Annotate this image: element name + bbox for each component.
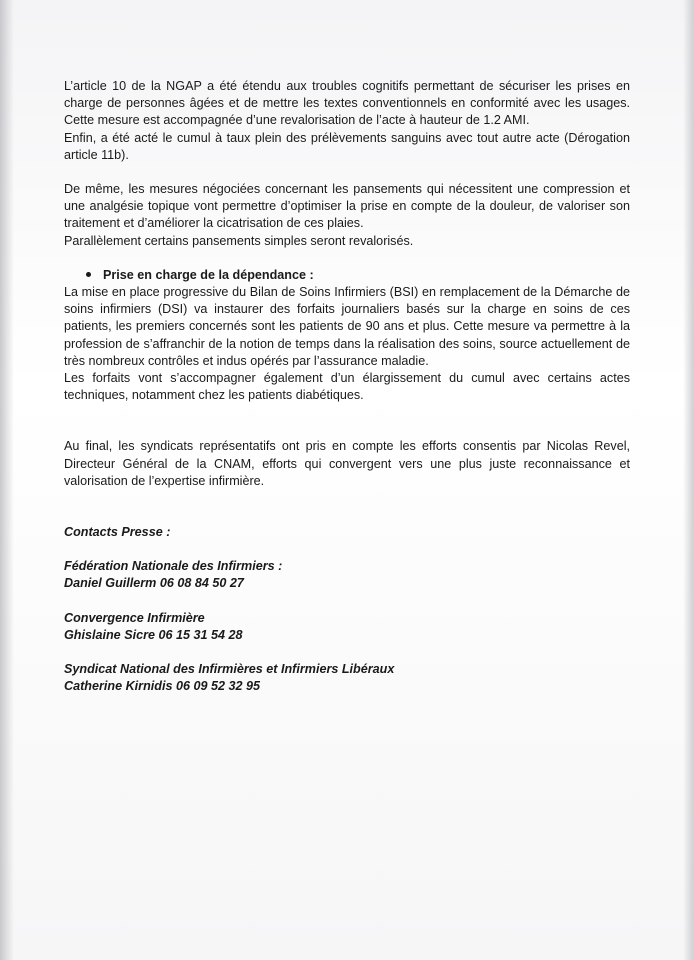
contacts-title: Contacts Presse : (64, 525, 171, 540)
contact-person: Ghislaine Sicre 06 15 31 54 28 (64, 627, 243, 642)
spacer (64, 593, 630, 610)
paragraph-forfaits: Les forfaits vont s’accompagner également d’un élargissement du cumul avec certains actes techniques, notamment chez les patients diabétiques. (64, 371, 630, 403)
contact-sniil (64, 661, 630, 695)
contact-fni (64, 558, 630, 592)
spacer (64, 541, 630, 558)
contact-convergence (64, 610, 630, 644)
spacer (64, 490, 630, 524)
spacer (64, 164, 630, 181)
bullet-heading-dependance (64, 267, 630, 284)
contact-person: Daniel Guillerm 06 08 84 50 27 (64, 576, 244, 591)
bullet-icon (86, 272, 91, 277)
spacer (64, 250, 630, 267)
contact-org: Syndicat National des Infirmières et Infirmiers Libéraux (64, 662, 395, 677)
contact-org: Convergence Infirmière (64, 610, 205, 625)
contact-person: Catherine Kirnidis 06 09 52 32 95 (64, 679, 261, 694)
paragraph-pansements-simples: Parallèlement certains pansements simples seront revalorisés. (64, 233, 414, 248)
paragraph-bsi: La mise en place progressive du Bilan de Soins Infirmiers (BSI) en remplacement de la Démarche de soins infirmiers (DSI) va instaurer des forfaits journaliers basés sur la charge en soins de ces patients, les premiers concernés sont les patients de 90 ans et plus. Cette mesure va permettre à la profession de s’affranchir de la notion de temps dans la réalisation des soins, source actuellement de très nombreux contrôles et indus opérés par l’assurance maladie. (64, 285, 630, 368)
paragraph-conclusion: Au final, les syndicats représentatifs ont pris en compte les efforts consentis par Nicolas Revel, Directeur Général de la CNAM, efforts qui convergent vers une plus juste reconnaissance et valorisation de l’expertise infirmière. (64, 439, 630, 488)
bullet-heading-text: Prise en charge de la dépendance : (103, 267, 314, 282)
contact-org: Fédération Nationale des Infirmiers : (64, 559, 283, 574)
paragraph-cumul-prelevements: Enfin, a été acté le cumul à taux plein des prélèvements sanguins avec tout autre acte (Dérogation article 11b). (64, 130, 630, 162)
paragraph-article-10: L’article 10 de la NGAP a été étendu aux troubles cognitifs permettant de sécuriser les prises en charge de personnes âgées et de mettre les textes conventionnels en conformité avec les usages. Cette mesure est accompagnée d’une revalorisation de l’acte à hauteur de 1.2 AMI. (64, 79, 630, 128)
spacer (64, 644, 630, 661)
paragraph-pansements: De même, les mesures négociées concernant les pansements qui nécessitent une compression et une analgésie topique vont permettre d’optimiser la prise en compte de la douleur, de valoriser son traitement et d’améliorer la cicatrisation de ces plaies. (64, 182, 630, 231)
document-body (64, 78, 630, 695)
spacer (64, 404, 630, 438)
